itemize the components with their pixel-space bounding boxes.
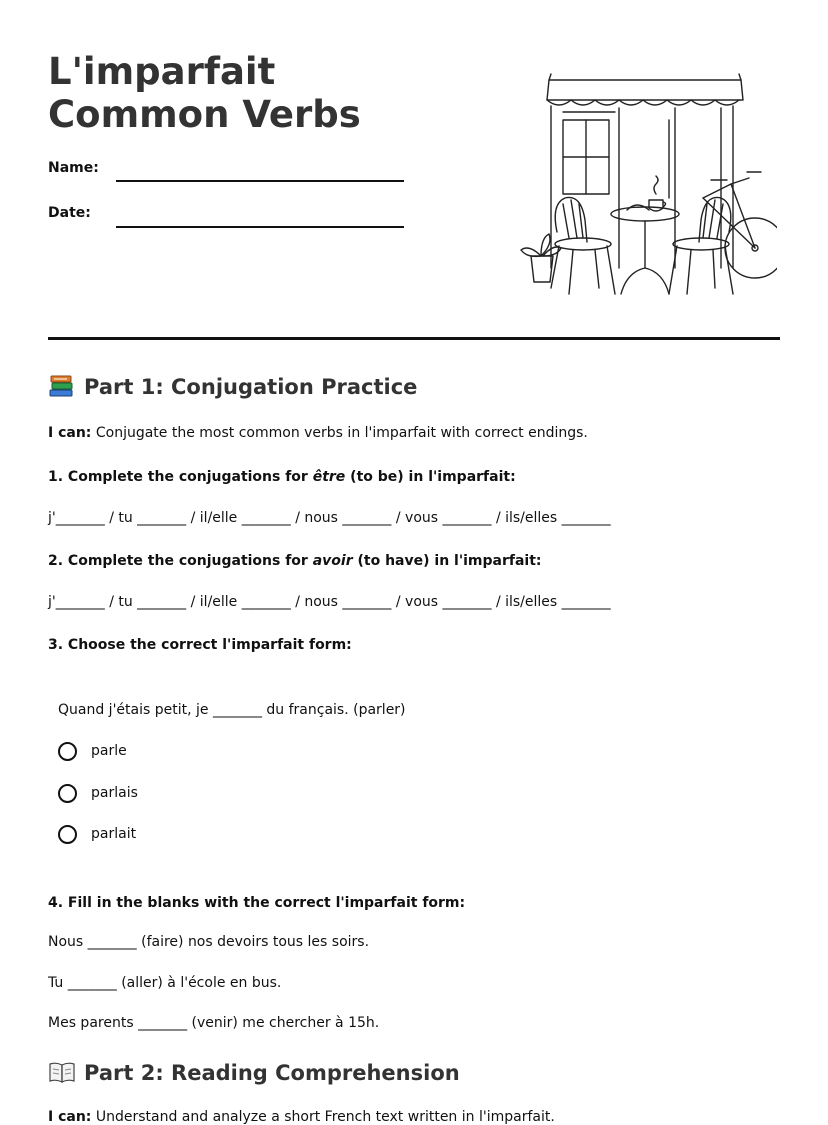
part1-ican-text: Conjugate the most common verbs in l'imparfait with correct endings. bbox=[91, 425, 588, 441]
part1-ican bbox=[48, 425, 588, 441]
part1-heading bbox=[48, 374, 417, 399]
name-label: Name: bbox=[48, 160, 99, 176]
part2-ican bbox=[48, 1109, 555, 1125]
option-parlais[interactable] bbox=[58, 781, 138, 805]
part2-ican-text: Understand and analyze a short French text written in l'imparfait. bbox=[91, 1109, 555, 1125]
question-2 bbox=[48, 553, 542, 569]
question-2-suffix: (to have) in l'imparfait: bbox=[352, 553, 542, 569]
part2-heading-text: Part 2: Reading Comprehension bbox=[84, 1061, 460, 1085]
part1-heading-text: Part 1: Conjugation Practice bbox=[84, 375, 418, 399]
name-field[interactable] bbox=[116, 180, 404, 182]
option-label: parle bbox=[91, 743, 127, 759]
books-icon bbox=[48, 374, 76, 398]
open-book-icon bbox=[48, 1060, 76, 1084]
option-label: parlais bbox=[91, 785, 138, 801]
option-parlait[interactable] bbox=[58, 822, 136, 846]
page-title: L'imparfait Common Verbs bbox=[48, 50, 361, 136]
option-label: parlait bbox=[91, 826, 137, 842]
question-1 bbox=[48, 469, 516, 485]
question-4-sentence-3[interactable]: Mes parents _______ (venir) me chercher à 15h. bbox=[48, 1015, 380, 1031]
question-3-sentence: Quand j'étais petit, je _______ du français. (parler) bbox=[58, 702, 406, 718]
cafe-terrace-illustration bbox=[515, 72, 777, 300]
question-3: 3. Choose the correct l'imparfait form: bbox=[48, 637, 352, 653]
question-2-prefix: 2. Complete the conjugations for bbox=[48, 553, 313, 569]
part2-heading bbox=[48, 1060, 460, 1085]
question-2-verb: avoir bbox=[312, 553, 353, 569]
part2-ican-label: I can: bbox=[48, 1109, 92, 1125]
date-label: Date: bbox=[48, 205, 91, 221]
part1-ican-label: I can: bbox=[48, 425, 92, 441]
radio-button[interactable] bbox=[58, 742, 77, 761]
option-parle[interactable] bbox=[58, 739, 127, 763]
radio-button[interactable] bbox=[58, 784, 77, 803]
question-1-verb: être bbox=[312, 469, 346, 485]
question-1-answer-line[interactable]: j'_______ / tu _______ / il/elle _______ / nous _______ / vous _______ / ils/elles _______ bbox=[48, 510, 611, 526]
date-field[interactable] bbox=[116, 226, 404, 228]
question-4-sentence-1[interactable]: Nous _______ (faire) nos devoirs tous les soirs. bbox=[48, 934, 370, 950]
question-4: 4. Fill in the blanks with the correct l'imparfait form: bbox=[48, 895, 466, 911]
header-divider bbox=[48, 337, 780, 340]
radio-button[interactable] bbox=[58, 825, 77, 844]
question-2-answer-line[interactable]: j'_______ / tu _______ / il/elle _______ / nous _______ / vous _______ / ils/elles _______ bbox=[48, 594, 611, 610]
question-1-prefix: 1. Complete the conjugations for bbox=[48, 469, 313, 485]
question-1-suffix: (to be) in l'imparfait: bbox=[345, 469, 516, 485]
question-4-sentence-2[interactable]: Tu _______ (aller) à l'école en bus. bbox=[48, 975, 282, 991]
